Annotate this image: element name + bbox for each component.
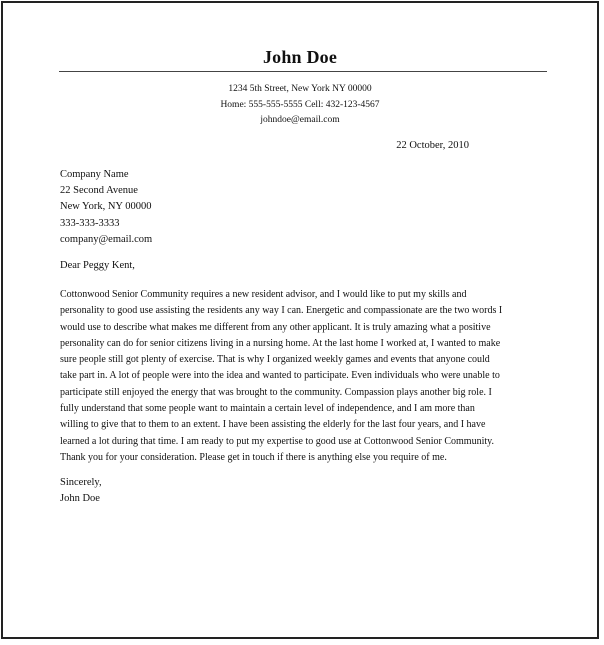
recipient-street: 22 Second Avenue <box>60 185 138 197</box>
body-line: personality to good use assisting the residents any way I can. Energetic and compassionate are the two words I <box>60 305 503 317</box>
salutation: Dear Peggy Kent, <box>60 260 135 271</box>
letter-body <box>60 287 550 466</box>
body-line: fully understand that some people want to maintain a certain level of independence, and I am more than <box>60 403 475 415</box>
sender-phones: Home: 555-555-5555 Cell: 432-123-4567 <box>220 99 380 110</box>
body-line: willing to give that to them to an extent. I have been assisting the elderly for the last four years, and I have <box>60 419 486 431</box>
body-line: personality can do for senior citizens living in a nursing home. At the last home I worked at, I wanted to make <box>60 337 501 349</box>
header-divider <box>59 71 547 72</box>
valediction: Sincerely, <box>60 477 102 488</box>
sender-name: John Doe <box>262 47 338 67</box>
closing-block <box>60 475 102 507</box>
recipient-city: New York, NY 00000 <box>60 201 152 213</box>
body-line: participate still enjoyed the energy that was brought to the community. Compassion plays another big role. I <box>60 386 492 398</box>
body-line: Thank you for your consideration. Please get in touch if there is anything else you require of me. <box>60 451 447 463</box>
body-line: learned a lot during that time. I am ready to put my expertise to good use at Cottonwood Senior Community. <box>60 435 494 447</box>
body-line: sure people still got plenty of exercise. That is why I organized weekly games and events that anyone could <box>60 354 490 366</box>
sender-email: johndoe@email.com <box>260 115 340 125</box>
recipient-block <box>60 167 152 248</box>
body-line: take part in. A lot of people were into the idea and wanted to participate. Even individuals who were unable to <box>60 370 500 382</box>
sender-contact-block <box>3 82 597 129</box>
body-line: Cottonwood Senior Community requires a new resident advisor, and I would like to put my skills and <box>60 289 467 300</box>
body-line: would use to describe what makes me different from any other applicant. It is truly amazing what a positive <box>60 321 491 333</box>
recipient-phone: 333-333-3333 <box>60 217 120 229</box>
recipient-company: Company Name <box>60 169 129 180</box>
signature-name: John Doe <box>60 493 100 505</box>
letter-page <box>1 1 599 639</box>
recipient-email: company@email.com <box>60 233 153 245</box>
letter-date: 22 October, 2010 <box>396 140 469 151</box>
sender-address: 1234 5th Street, New York NY 00000 <box>228 84 372 94</box>
